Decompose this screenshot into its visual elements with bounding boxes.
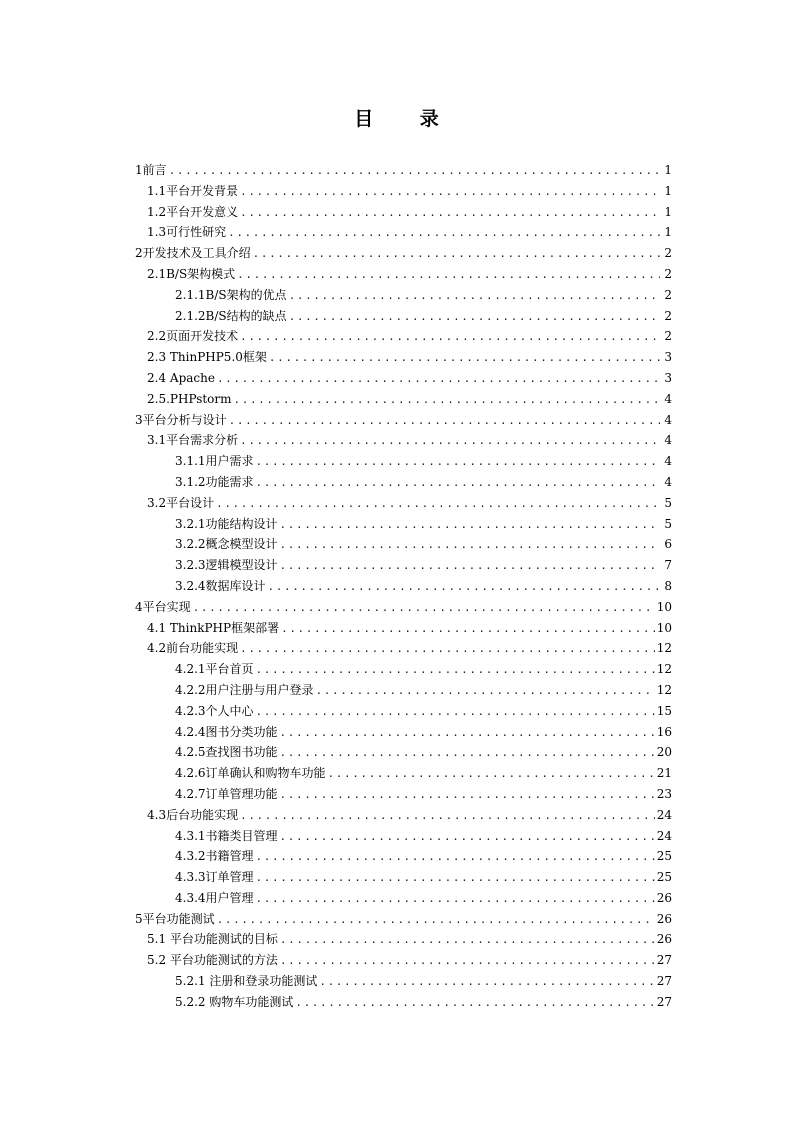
- dot-leader: [240, 327, 660, 348]
- toc-entry-page: 25: [656, 870, 672, 885]
- toc-entry[interactable]: [135, 368, 672, 389]
- toc-entry-page: 7: [664, 558, 672, 573]
- toc-entry[interactable]: [135, 929, 672, 950]
- toc-entry[interactable]: [135, 160, 672, 181]
- toc-entry-title: 1.1平台开发背景: [147, 183, 239, 198]
- toc-entry-title: 4.2.2用户注册与用户登录: [175, 682, 314, 697]
- toc-entry[interactable]: [135, 638, 672, 659]
- toc-entry-title: 1前言: [135, 163, 167, 177]
- dot-leader: [280, 515, 660, 536]
- toc-entry-page: 23: [656, 786, 672, 801]
- toc-entry[interactable]: [135, 826, 672, 847]
- toc-entry-title: 2.5.PHPstorm: [147, 391, 232, 406]
- toc-entry-page: 8: [664, 578, 672, 593]
- toc-entry-page: 27: [656, 994, 672, 1009]
- toc-entry-title: 5.1 平台功能测试的目标: [147, 932, 278, 947]
- toc-entry-page: 26: [656, 890, 672, 905]
- toc-entry[interactable]: [135, 493, 672, 514]
- dot-leader: [240, 806, 655, 827]
- toc-entry-page: 5: [664, 495, 672, 510]
- dot-leader: [256, 452, 660, 473]
- dot-leader: [217, 910, 655, 931]
- toc-entry-title: 2.2页面开发技术: [147, 329, 239, 344]
- toc-title: 目 录: [354, 108, 459, 130]
- dot-leader: [240, 182, 660, 203]
- toc-entry[interactable]: [135, 181, 672, 202]
- toc-entry[interactable]: [135, 514, 672, 535]
- dot-leader: [169, 161, 660, 182]
- toc-entry[interactable]: [135, 722, 672, 743]
- toc-entry-page: 20: [656, 745, 672, 760]
- toc-entry-page: 1: [664, 163, 672, 177]
- toc-entry[interactable]: [135, 202, 672, 223]
- dot-leader: [253, 244, 660, 265]
- toc-entry[interactable]: [135, 555, 672, 576]
- toc-entry-page: 26: [656, 911, 672, 926]
- toc-entry-page: 12: [656, 662, 672, 677]
- toc-entry-title: 3.1.2功能需求: [175, 474, 254, 489]
- dot-leader: [256, 847, 655, 868]
- toc-entry-title: 4.2前台功能实现: [147, 641, 239, 656]
- toc-entry-page: 15: [656, 703, 672, 718]
- toc-entry-page: 6: [664, 537, 672, 552]
- toc-entry-title: 3.2平台设计: [147, 495, 215, 510]
- toc-entry-page: 4: [664, 433, 672, 448]
- dot-leader: [256, 868, 655, 889]
- toc-entry-page: 2: [664, 329, 672, 344]
- dot-leader: [280, 535, 660, 556]
- toc-entry-title: 3.1.1用户需求: [175, 454, 254, 469]
- dot-leader: [234, 390, 660, 411]
- dot-leader: [280, 743, 655, 764]
- toc-entry-page: 24: [656, 828, 672, 843]
- toc-entry[interactable]: [135, 680, 672, 701]
- toc-entry-title: 5.2.2 购物车功能测试: [175, 994, 294, 1009]
- dot-leader: [256, 702, 655, 723]
- toc-entry-title: 2.4 Apache: [147, 370, 215, 385]
- dot-leader: [280, 951, 655, 972]
- toc-entry-page: 1: [664, 183, 672, 198]
- dot-leader: [193, 598, 655, 619]
- dot-leader: [240, 203, 660, 224]
- toc-entry-page: 4: [664, 412, 672, 427]
- toc-entry-page: 3: [664, 350, 672, 365]
- dot-leader: [319, 972, 654, 993]
- toc-entry-title: 4.2.5查找图书功能: [175, 745, 278, 760]
- toc-entry-page: 27: [656, 953, 672, 968]
- dot-leader: [280, 785, 655, 806]
- toc-entry-page: 10: [656, 620, 672, 635]
- toc-entry[interactable]: [135, 701, 672, 722]
- dot-leader: [281, 619, 655, 640]
- toc-entry-title: 4.1 ThinkPHP框架部署: [147, 620, 280, 635]
- dot-leader: [256, 473, 660, 494]
- dot-leader: [240, 639, 655, 660]
- toc-entry[interactable]: [135, 326, 672, 347]
- toc-entry[interactable]: [135, 597, 672, 618]
- dot-leader: [256, 889, 655, 910]
- toc-entry-title: 4.3后台功能实现: [147, 807, 239, 822]
- toc-entry-title: 4.3.4用户管理: [175, 890, 254, 905]
- toc-entry[interactable]: [135, 742, 672, 763]
- toc-entry-page: 2: [664, 246, 672, 261]
- toc-entry[interactable]: [135, 306, 672, 327]
- dot-leader: [256, 660, 655, 681]
- toc-entry[interactable]: [135, 950, 672, 971]
- toc-entry-page: 25: [656, 849, 672, 864]
- toc-entry-page: 2: [664, 266, 672, 281]
- toc-entry[interactable]: [135, 618, 672, 639]
- toc-entry-title: 3.2.1功能结构设计: [175, 516, 278, 531]
- toc-entry[interactable]: [135, 576, 672, 597]
- dot-leader: [295, 993, 654, 1014]
- toc-entry-page: 21: [656, 766, 672, 781]
- toc-entry-page: 16: [656, 724, 672, 739]
- toc-entry-title: 4.3.3订单管理: [175, 870, 254, 885]
- toc-entry-page: 27: [656, 974, 672, 989]
- toc-entry-title: 5平台功能测试: [135, 911, 215, 926]
- dot-leader: [289, 286, 660, 307]
- toc-entry-title: 4平台实现: [135, 599, 191, 614]
- toc-entry-page: 2: [664, 287, 672, 302]
- toc-entry[interactable]: [135, 243, 672, 264]
- toc-entry-title: 4.3.2书籍管理: [175, 849, 254, 864]
- toc-entry-page: 12: [656, 682, 672, 697]
- toc-entry-page: 1: [664, 204, 672, 219]
- toc-entry-title: 2.1B/S架构模式: [147, 266, 236, 281]
- dot-leader: [328, 764, 655, 785]
- dot-leader: [229, 411, 660, 432]
- dot-leader: [228, 223, 660, 244]
- dot-leader: [289, 307, 660, 328]
- toc-entry-page: 5: [664, 516, 672, 531]
- dot-leader: [269, 348, 660, 369]
- toc-entry-title: 4.2.6订单确认和购物车功能: [175, 766, 326, 781]
- toc-entry[interactable]: [135, 410, 672, 431]
- toc-entry[interactable]: [135, 430, 672, 451]
- dot-leader: [268, 577, 660, 598]
- dot-leader: [240, 431, 660, 452]
- toc-entry-title: 2.3 ThinPHP5.0框架: [147, 350, 267, 365]
- toc-entry-title: 4.2.7订单管理功能: [175, 786, 278, 801]
- toc-entry[interactable]: [135, 992, 672, 1013]
- toc-entry-title: 2.1.2B/S结构的缺点: [175, 308, 287, 323]
- toc-entry-page: 3: [664, 370, 672, 385]
- toc-entry-title: 4.3.1书籍类目管理: [175, 828, 278, 843]
- toc-entry-page: 10: [656, 599, 672, 614]
- toc-entry[interactable]: [135, 451, 672, 472]
- dot-leader: [280, 723, 655, 744]
- toc-entry[interactable]: [135, 909, 672, 930]
- toc-entry-title: 1.3可行性研究: [147, 225, 227, 240]
- toc-entry[interactable]: [135, 763, 672, 784]
- toc-entry-page: 4: [664, 391, 672, 406]
- toc-entry[interactable]: [135, 285, 672, 306]
- toc-entry[interactable]: [135, 389, 672, 410]
- toc-entry[interactable]: [135, 784, 672, 805]
- toc-entry-title: 5.2 平台功能测试的方法: [147, 953, 278, 968]
- toc-entry-page: 26: [656, 932, 672, 947]
- toc-entry-page: 2: [664, 308, 672, 323]
- toc-entry[interactable]: [135, 222, 672, 243]
- dot-leader: [217, 369, 660, 390]
- dot-leader: [216, 494, 660, 515]
- toc-entry-title: 3.1平台需求分析: [147, 433, 239, 448]
- dot-leader: [280, 930, 655, 951]
- dot-leader: [316, 681, 655, 702]
- toc-entry-page: 4: [664, 454, 672, 469]
- toc-entry-page: 1: [664, 225, 672, 240]
- toc-entry-title: 3平台分析与设计: [135, 412, 227, 427]
- toc-entry-title: 3.2.4数据库设计: [175, 578, 266, 593]
- toc-entry-title: 1.2平台开发意义: [147, 204, 239, 219]
- dot-leader: [280, 556, 660, 577]
- toc-entry-title: 2开发技术及工具介绍: [135, 246, 251, 261]
- toc-entry[interactable]: [135, 659, 672, 680]
- toc-entry[interactable]: [135, 347, 672, 368]
- toc-entry-page: 4: [664, 474, 672, 489]
- toc-entry-title: 4.2.3个人中心: [175, 703, 254, 718]
- dot-leader: [237, 265, 660, 286]
- toc-entry-title: 3.2.3逻辑模型设计: [175, 558, 278, 573]
- toc-entry-title: 4.2.4图书分类功能: [175, 724, 278, 739]
- toc-entry[interactable]: [135, 867, 672, 888]
- toc-entry[interactable]: [135, 264, 672, 285]
- toc-entry[interactable]: [135, 971, 672, 992]
- toc-entry[interactable]: [135, 846, 672, 867]
- toc-entry[interactable]: [135, 805, 672, 826]
- dot-leader: [280, 827, 655, 848]
- table-of-contents: [135, 160, 672, 1013]
- toc-entry[interactable]: [135, 534, 672, 555]
- toc-entry[interactable]: [135, 472, 672, 493]
- toc-entry[interactable]: [135, 888, 672, 909]
- toc-entry-page: 24: [656, 807, 672, 822]
- toc-entry-title: 5.2.1 注册和登录功能测试: [175, 974, 318, 989]
- toc-entry-title: 4.2.1平台首页: [175, 662, 254, 677]
- toc-entry-title: 3.2.2概念模型设计: [175, 537, 278, 552]
- toc-entry-title: 2.1.1B/S架构的优点: [175, 287, 287, 302]
- toc-entry-page: 12: [656, 641, 672, 656]
